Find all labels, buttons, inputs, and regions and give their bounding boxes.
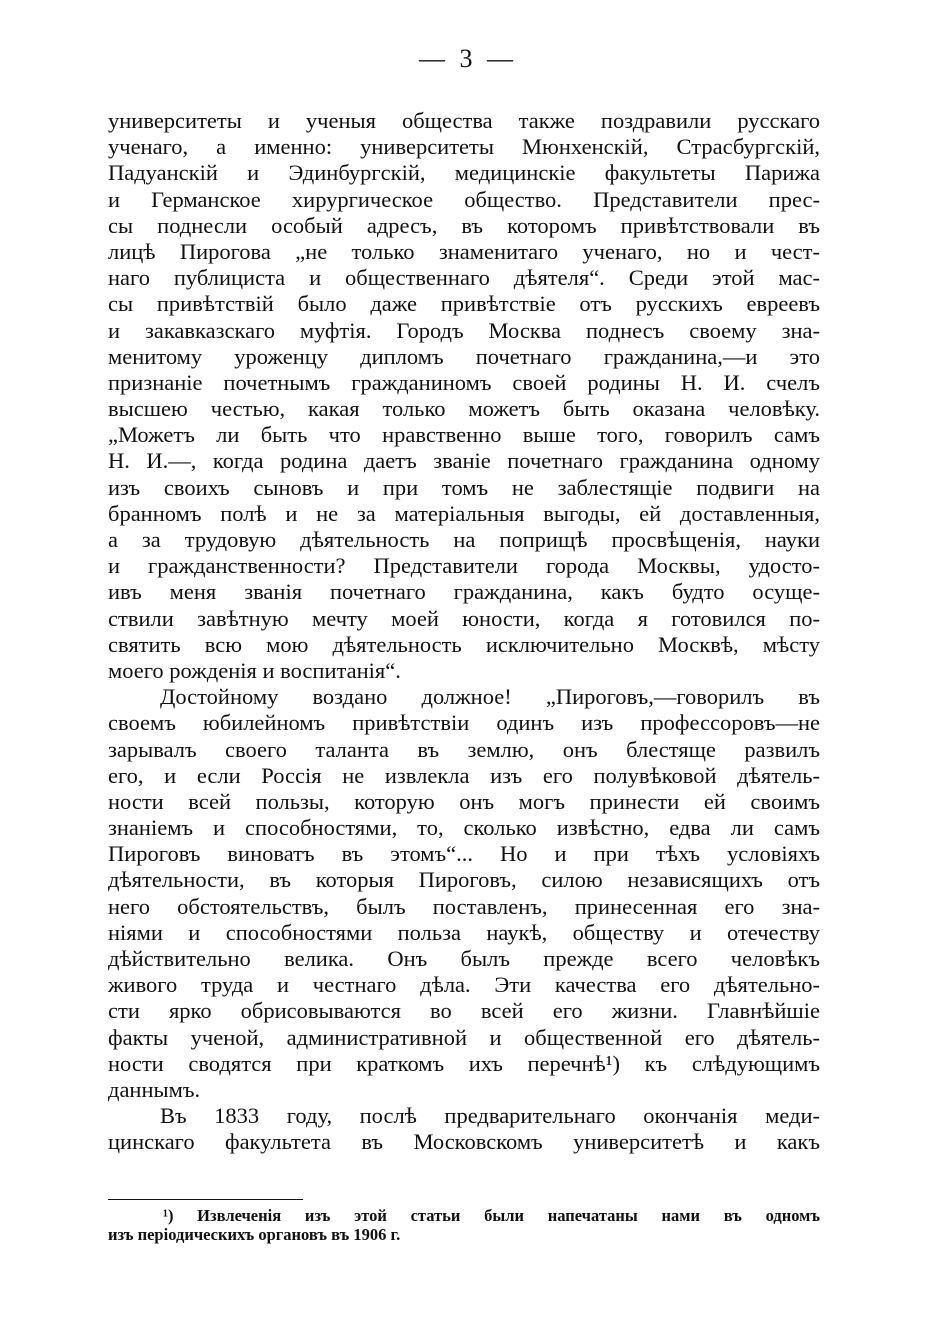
text-line: моего рожденія и воспитанія“. — [108, 657, 401, 683]
text-line: Падуанскій и Эдинбургскій, медицинскіе факультеты Парижа — [108, 160, 820, 186]
text-line: признаніе почетнымъ гражданиномъ своей родины Н. И. счелъ — [108, 369, 820, 395]
text-line: святить всю мою дѣятельность исключительно Москвѣ, мѣсту — [108, 631, 820, 657]
text-line: и Германское хирургическое общество. Представители прес- — [108, 186, 820, 212]
text-line: своемъ юбилейномъ привѣтствіи одинъ изъ профессоровъ—не — [108, 710, 820, 736]
text-line: Пироговъ виноватъ въ этомъ“... Но и при тѣхъ условіяхъ — [108, 841, 820, 867]
text-line: лицѣ Пирогова „не только знаменитаго ученаго, но и чест- — [108, 238, 820, 264]
text-line: сы привѣтствій было даже привѣтствіе отъ русскихъ евреевъ — [108, 291, 820, 317]
footnote-line: изъ періодическихъ органовъ въ 1906 г. — [108, 1225, 401, 1244]
text-line: „Можетъ ли быть что нравственно выше того, говорилъ самъ — [108, 422, 820, 448]
text-line: факты ученой, административной и общественной его дѣятель- — [108, 1024, 820, 1050]
text-line: сти ярко обрисовываются во всей его жизни. Главнѣйшіе — [108, 998, 820, 1024]
text-line: изъ своихъ сыновъ и при томъ не заблестящіе подвиги на — [108, 474, 820, 500]
page-number: — 3 — — [419, 44, 517, 73]
text-line: сы поднесли особый адресъ, въ которомъ привѣтствовали въ — [108, 212, 820, 238]
text-line: дѣйствительно велика. Онъ былъ прежде всего человѣкъ — [108, 946, 820, 971]
text-line: знаніемъ и способностями, то, сколько извѣстно, едва ли самъ — [108, 815, 820, 841]
text-line: Достойному воздано должное! „Пироговъ,—говорилъ въ — [160, 684, 820, 710]
footnote — [108, 1206, 820, 1244]
text-line: высшею честью, какая только можетъ быть оказана человѣку. — [108, 396, 820, 422]
footnote-divider — [108, 1199, 303, 1200]
text-line: зарывалъ своего таланта въ землю, онъ блестяще развилъ — [108, 736, 820, 762]
text-line: живого труда и честнаго дѣла. Эти качества его дѣятельно- — [108, 972, 820, 998]
text-line: ивъ меня званія почетнаго гражданина, какъ будто осуще- — [108, 579, 820, 605]
text-line: ности всей пользы, которую онъ могъ принести ей своимъ — [108, 788, 820, 814]
text-line: ности сводятся при краткомъ ихъ перечнѣ¹) къ слѣдующимъ — [108, 1050, 820, 1076]
text-line: Въ 1833 году, послѣ предварительнаго окончанія меди- — [160, 1103, 820, 1129]
text-line: ніями и способностями польза наукѣ, обществу и отечеству — [108, 919, 820, 945]
text-line: а за трудовую дѣятельность на поприщѣ просвѣщенія, науки — [108, 527, 820, 552]
text-line: университеты и ученыя общества также поздравили русскаго — [108, 108, 820, 133]
text-line: и закавказскаго муфтія. Городъ Москва поднесъ своему зна- — [108, 317, 820, 343]
text-line: его, и если Россія не извлекла изъ его полувѣковой дѣятель- — [108, 762, 820, 788]
text-line: ученаго, а именно: университеты Мюнхенскій, Страсбургскій, — [108, 134, 820, 160]
text-line: наго публициста и общественнаго дѣятеля“. Среди этой мас- — [108, 265, 820, 291]
text-line: менитому уроженцу дипломъ почетнаго гражданина,—и это — [108, 343, 820, 369]
text-line: и гражданственности? Представители города Москвы, удосто- — [108, 553, 820, 579]
text-line: даннымъ. — [108, 1076, 201, 1102]
text-line: бранномъ полѣ и не за матеріальныя выгоды, ей доставленныя, — [108, 500, 820, 526]
text-line: него обстоятельствъ, былъ поставленъ, принесенная его зна- — [108, 893, 820, 919]
footnote-line: ¹) Извлеченія изъ этой статьи были напечатаны нами въ одномъ — [163, 1206, 820, 1225]
body-text — [108, 108, 820, 1156]
text-line: ствили завѣтную мечту моей юности, когда я готовился по- — [108, 605, 820, 631]
text-line: дѣятельности, въ которыя Пироговъ, силою независящихъ отъ — [108, 867, 820, 893]
text-line: цинскаго факультета въ Московскомъ университетѣ и какъ — [108, 1129, 820, 1155]
text-line: Н. И.—, когда родина даетъ званіе почетнаго гражданина одному — [108, 448, 820, 474]
